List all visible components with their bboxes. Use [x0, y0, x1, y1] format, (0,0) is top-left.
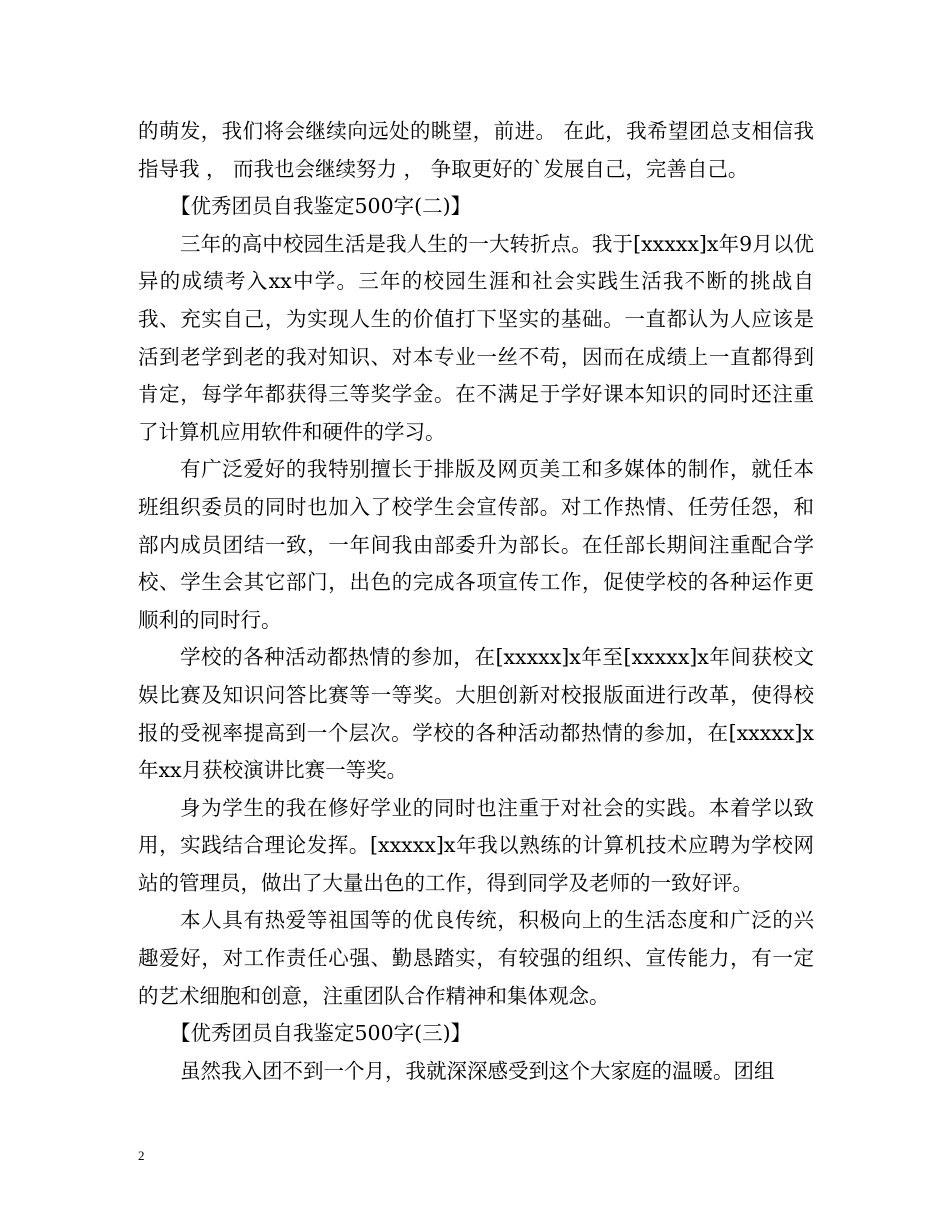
- page-number: 2: [138, 1148, 145, 1163]
- paragraph-social-practice: 身为学生的我在修好学业的同时也注重于对社会的实践。本着学以致用，实践结合理论发挥。[xxxxx]x年我以熟练的计算机技术应聘为学校网站的管理员，做出了大量出色的工作，得到同学及老师的一致好评。: [138, 795, 814, 895]
- paragraph-joining-league: 虽然我入团不到一个月，我就深深感受到这个大家庭的温暖。团组: [180, 1058, 775, 1083]
- paragraph-high-school-life: 三年的高中校园生活是我人生的一大转折点。我于[xxxxx]x年9月以优异的成绩考入xx中学。三年的校园生涯和社会实践生活我不断的挑战自我、充实自己，为实现人生的价值打下坚实的基础。一直都认为人应该是活到老学到老的我对知识、对本专业一丝不苟，因而在成绩上一直都得到肯定，每学年都获得三等奖学金。在不满足于学好课本知识的同时还注重了计算机应用软件和硬件的学习。: [138, 231, 814, 444]
- paragraph-personal-qualities: 本人具有热爱等祖国等的优良传统，积极向上的生活态度和广泛的兴趣爱好，对工作责任心强、勤恳踏实，有较强的组织、宣传能力，有一定的艺术细胞和创意，注重团队合作精神和集体观念。: [138, 908, 814, 1008]
- paragraph-school-activities: 学校的各种活动都热情的参加，在[xxxxx]x年至[xxxxx]x年间获校文娱比赛及知识问答比赛等一等奖。大胆创新对校报版面进行改革，使得校报的受视率提高到一个层次。学校的各种活动都热情的参加，在[xxxxx]x年xx月获校演讲比赛一等奖。: [138, 645, 814, 783]
- section-heading-3: 【优秀团员自我鉴定500字(三)】: [170, 1021, 472, 1046]
- paragraph-continuation: 的萌发，我们将会继续向远处的眺望，前进。 在此，我希望团总支相信我指导我 ， 而我也会继续努力 ， 争取更好的`发展自己，完善自己。: [138, 119, 814, 181]
- document-body: [138, 113, 814, 1090]
- paragraph-hobbies-publicity: 有广泛爱好的我特别擅长于排版及网页美工和多媒体的制作，就任本班组织委员的同时也加入了校学生会宣传部。对工作热情、任劳任怨，和部内成员团结一致，一年间我由部委升为部长。在任部长期间注重配合学校、学生会其它部门，出色的完成各项宣传工作，促使学校的各种运作更顺利的同时行。: [138, 457, 814, 632]
- section-heading-2: 【优秀团员自我鉴定500字(二)】: [170, 194, 472, 219]
